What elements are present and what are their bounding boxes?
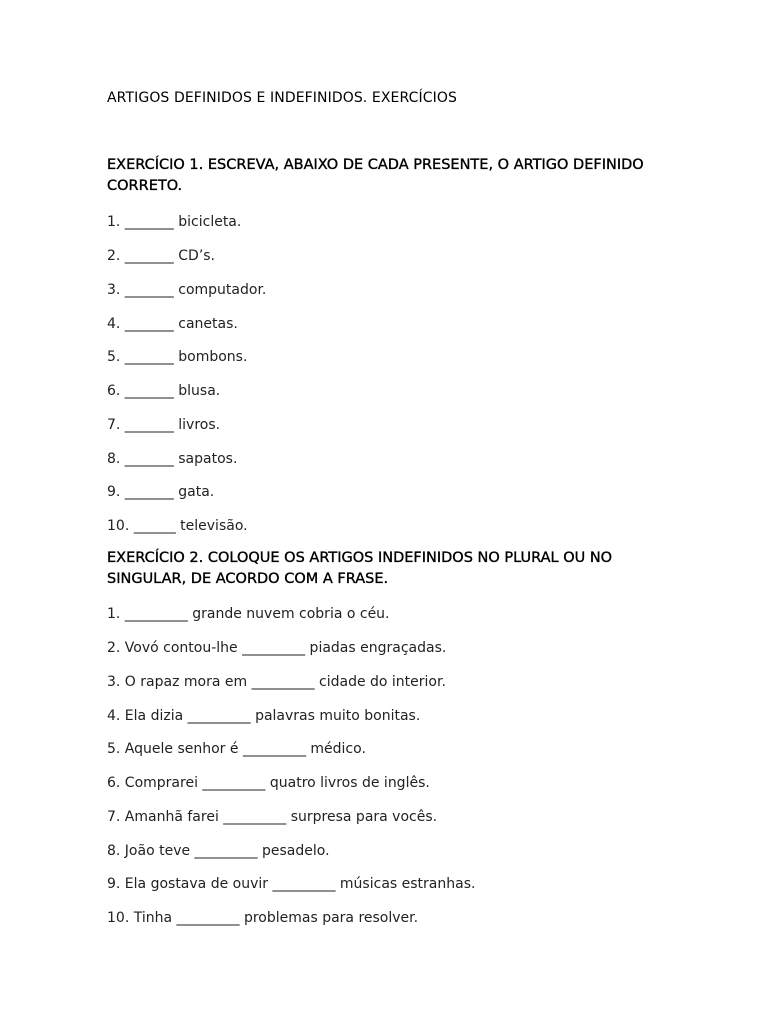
- exercise-1-item-7: 7. _______ livros.: [107, 417, 221, 433]
- document-title: ARTIGOS DEFINIDOS E INDEFINIDOS. EXERCÍCIOS: [107, 90, 457, 106]
- exercise-2-item-6: 6. Comprarei _________ quatro livros de inglês.: [107, 775, 430, 791]
- exercise-1-item-3: 3. _______ computador.: [107, 282, 267, 298]
- exercise-2-item-4: 4. Ela dizia _________ palavras muito bonitas.: [107, 708, 421, 724]
- exercise-1-item-10: 10. ______ televisão.: [107, 518, 248, 534]
- exercise-2-item-3: 3. O rapaz mora em _________ cidade do interior.: [107, 674, 446, 690]
- exercise-1-item-8: 8. _______ sapatos.: [107, 451, 238, 467]
- exercise-2-item-9: 9. Ela gostava de ouvir _________ músicas estranhas.: [107, 876, 476, 892]
- exercise-2-item-10: 10. Tinha _________ problemas para resolver.: [107, 910, 419, 926]
- exercise-1-item-2: 2. _______ CD’s.: [107, 248, 216, 264]
- exercise-2-item-7: 7. Amanhã farei _________ surpresa para vocês.: [107, 809, 438, 825]
- exercise-1-heading: EXERCÍCIO 1. ESCREVA, ABAIXO DE CADA PRESENTE, O ARTIGO DEFINIDO CORRETO.: [107, 157, 644, 194]
- exercise-2-item-1: 1. _________ grande nuvem cobria o céu.: [107, 606, 390, 622]
- exercise-2-item-2: 2. Vovó contou-lhe _________ piadas engraçadas.: [107, 640, 447, 656]
- exercise-1-item-6: 6. _______ blusa.: [107, 383, 221, 399]
- exercise-1-item-9: 9. _______ gata.: [107, 484, 215, 500]
- exercise-2-item-8: 8. João teve _________ pesadelo.: [107, 843, 330, 859]
- exercise-1-item-5: 5. _______ bombons.: [107, 349, 248, 365]
- exercise-1-item-1: 1. _______ bicicleta.: [107, 214, 242, 230]
- exercise-2-heading: EXERCÍCIO 2. COLOQUE OS ARTIGOS INDEFINIDOS NO PLURAL OU NO SINGULAR, DE ACORDO COM A FRASE.: [107, 550, 613, 587]
- exercise-1-item-4: 4. _______ canetas.: [107, 316, 238, 332]
- exercise-2-item-5: 5. Aquele senhor é _________ médico.: [107, 741, 366, 757]
